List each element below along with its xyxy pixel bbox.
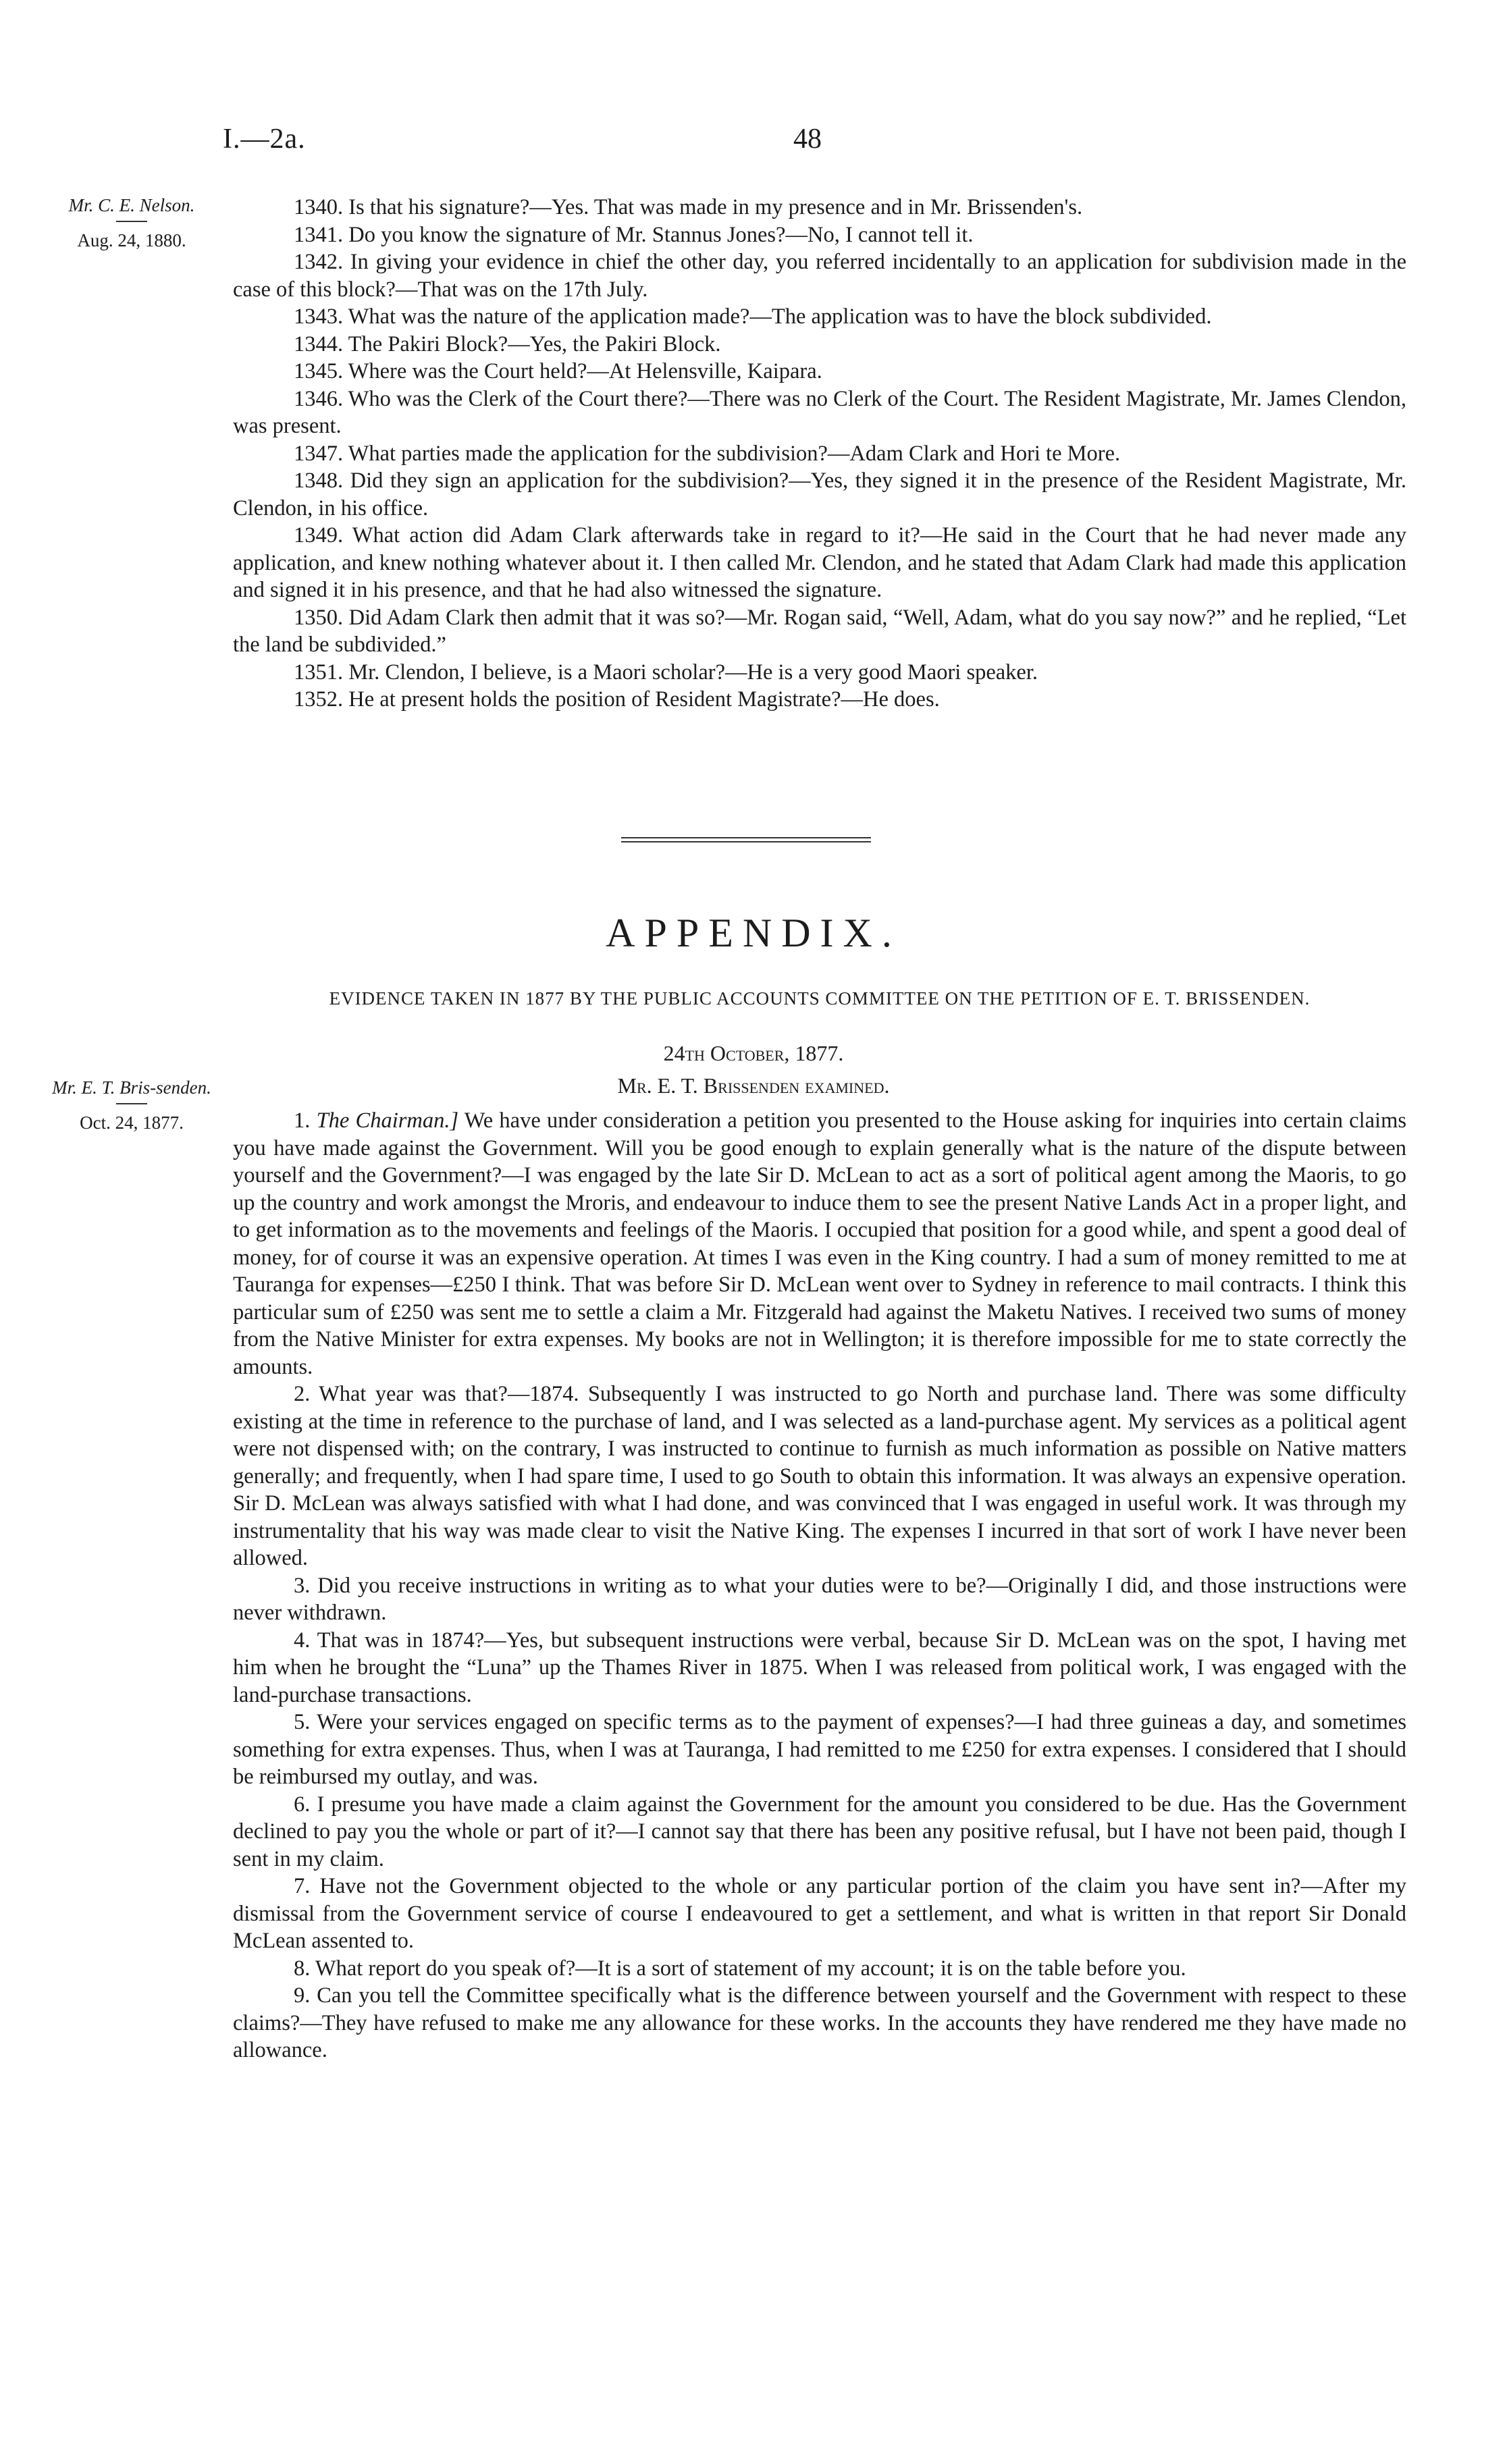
evidence-paragraph: 8. What report do you speak of?—It is a sort of statement of my account; it is on the table before you. — [294, 1956, 1186, 1981]
evidence-paragraph: 5. Were your services engaged on specific terms as to the payment of expenses?—I had three guineas a day, and sometimes something for extra expenses. Thus, when I was at Tauranga, I had remitted to me £250 for extra expenses. I considered that I should be reimbursed my outlay, and was. — [233, 1710, 1406, 1789]
upper-evidence-block — [233, 194, 1406, 714]
margin-rule — [116, 1103, 147, 1104]
report-reference: I.—2a. — [223, 124, 306, 155]
evidence-paragraph: 1352. He at present holds the position of Resident Magistrate?—He does. — [294, 687, 940, 712]
section-divider — [621, 837, 871, 842]
evidence-paragraph: 1348. Did they sign an application for the subdivision?—Yes, they signed it in the presence of the Resident Magistrate, Mr. Clendon, in his office. — [233, 468, 1406, 520]
evidence-paragraph: 3. Did you receive instructions in writing as to what your duties were to be?—Originally I did, and those instructions were never withdrawn. — [233, 1573, 1406, 1625]
question-text: We have under consideration a petition you presented to the House asking for inquiries into certain claims you have made against the Government. Will you be good enough to explain generally what is the nature of the dispute between yourself and the Government?—I was engaged by the late Sir D. McLean to act as a sort of political agent among the Maoris, to go up the country and work amongst the Mroris, and endeavour to induce them to see the present Native Lands Act in a proper light, and to get information as to the movements and feelings of the Maoris. I occupied that position for a good while, and spent a good deal of money, for of course it was an expensive operation. At times I was even in the King country. I had a sum of money remitted to me at Tauranga for expenses—£250 I think. That was before Sir D. McLean went over to Sydney in reference to mail contracts. I think this particular sum of £250 was sent me to settle a claim a Mr. Fitzgerald had against the Maketu Natives. I received two sums of money from the Native Minister for extra expenses. My books are not in Wellington; it is therefore impossible for me to state correctly the amounts. — [233, 1108, 1406, 1379]
evidence-paragraph: 1343. What was the nature of the application made?—The application was to have the block subdivided. — [294, 304, 1212, 329]
appendix-subtitle: EVIDENCE TAKEN IN 1877 BY THE PUBLIC ACCOUNTS COMMITTEE ON THE PETITION OF E. T. BRISSENDEN. — [329, 988, 1311, 1009]
evidence-paragraph: 1346. Who was the Clerk of the Court there?—There was no Clerk of the Court. The Resident Magistrate, Mr. James Clendon, was present. — [233, 386, 1406, 438]
evidence-paragraph: 1349. What action did Adam Clark afterwards take in regard to it?—He said in the Court that he had never made any application, and knew nothing whatever about it. I then called Mr. Clendon, and he stated that Adam Clark had made this application and signed it in his presence, and that he had also witnessed the signature. — [233, 523, 1406, 602]
evidence-paragraph: 1345. Where was the Court held?—At Helensville, Kaipara. — [294, 359, 822, 383]
witness-examined-line: Mr. E. T. Brissenden examined. — [617, 1073, 890, 1098]
evidence-paragraph: 7. Have not the Government objected to the whole or any particular portion of the claim you have sent in?—After my dismissal from the Government service of course I endeavoured to get a settlement, and what is written in that report Sir Donald McLean assented to. — [233, 1874, 1406, 1953]
question-number: 1. — [294, 1108, 311, 1133]
evidence-paragraph: 1342. In giving your evidence in chief the other day, you referred incidentally to an application for subdivision made in the case of this block?—That was on the 17th July. — [233, 250, 1406, 302]
evidence-paragraph: 1340. Is that his signature?—Yes. That was made in my presence and in Mr. Brissenden's. — [294, 195, 1083, 219]
margin-witness-name: Mr. E. T. Bris-senden. — [52, 1077, 211, 1098]
evidence-paragraph-first — [233, 1107, 1406, 1381]
evidence-paragraph: 1350. Did Adam Clark then admit that it was so?—Mr. Rogan said, “Well, Adam, what do you say now?” and he replied, “Let the land be subdivided.” — [233, 605, 1406, 657]
margin-rule — [116, 221, 147, 222]
margin-witness-name: Mr. C. E. Nelson. — [68, 195, 195, 215]
evidence-paragraph: 9. Can you tell the Committee specifically what is the difference between yourself and the Government with respect to these claims?—They have refused to make me any allowance for these works. In the accounts they have rendered me they have made no allowance. — [233, 1983, 1406, 2062]
margin-note-nelson — [47, 194, 216, 252]
evidence-paragraph: 2. What year was that?—1874. Subsequently I was instructed to go North and purchase land. There was some difficulty existing at the time in reference to the purchase of land, and I was selected as a land-purchase agent. My services as a political agent were not dispensed with; on the contrary, I was instructed to continue to furnish as much information as possible on Native matters generally; and frequently, when I had spare time, I used to go South to obtain this information. It was always an expensive operation. Sir D. McLean was always satisfied with what I had done, and was convinced that I was engaged in useful work. It was through my instrumentality that his way was made clear to visit the Native King. The expenses I incurred in that sort of work I have never been allowed. — [233, 1382, 1406, 1570]
evidence-paragraph: 1344. The Pakiri Block?—Yes, the Pakiri Block. — [294, 331, 721, 356]
margin-date: Aug. 24, 1880. — [77, 230, 186, 250]
appendix-title: APPENDIX. — [606, 911, 901, 955]
evidence-paragraph: 6. I presume you have made a claim against the Government for the amount you considered to be due. Has the Government declined to pay you the whole or part of it?—I cannot say that there has been any positive refusal, but I have not been paid, though I sent in my claim. — [233, 1792, 1406, 1871]
evidence-paragraph: 1347. What parties made the application for the subdivision?—Adam Clark and Hori te More. — [294, 441, 1121, 466]
margin-date: Oct. 24, 1877. — [80, 1113, 184, 1133]
margin-note-brissenden — [47, 1076, 216, 1134]
evidence-paragraph: 4. That was in 1874?—Yes, but subsequent instructions were verbal, because Sir D. McLean was on the spot, I having met him when he brought the “Luna” up the Thames River in 1875. When I was released from political work, I was engaged with the land-purchase transactions. — [233, 1628, 1406, 1707]
page-number: 48 — [793, 124, 822, 155]
evidence-paragraph: 1351. Mr. Clendon, I believe, is a Maori scholar?—He is a very good Maori speaker. — [294, 660, 1038, 685]
appendix-date: 24th October, 1877. — [663, 1041, 844, 1065]
lower-evidence-block — [233, 1107, 1406, 2064]
speaker-label: The Chairman.] — [316, 1108, 459, 1133]
evidence-paragraph: 1341. Do you know the signature of Mr. Stannus Jones?—No, I cannot tell it. — [294, 222, 974, 247]
